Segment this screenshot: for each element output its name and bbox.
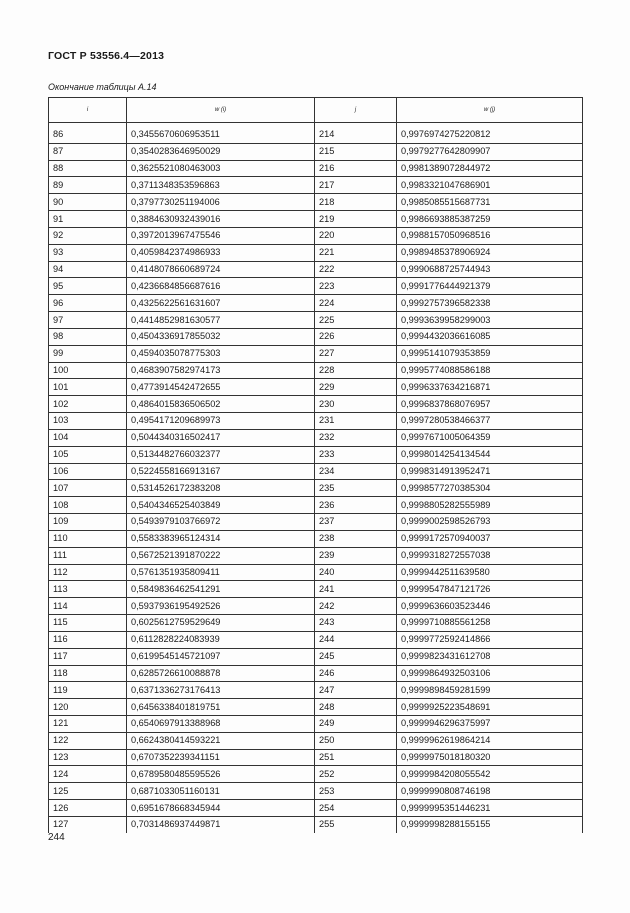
cell-w-i: 0,3884630932439016 [127, 211, 315, 228]
table-row [49, 497, 583, 514]
table-row [49, 177, 583, 194]
cell-i: 87 [49, 143, 127, 160]
table-row [49, 598, 583, 615]
cell-j: 221 [315, 244, 397, 261]
cell-w-j: 0,9998314913952471 [397, 463, 583, 480]
cell-w-j: 0,9999998288155155 [397, 816, 583, 832]
cell-w-j: 0,9979277642809907 [397, 143, 583, 160]
cell-i: 95 [49, 278, 127, 295]
cell-j: 248 [315, 699, 397, 716]
cell-j: 252 [315, 766, 397, 783]
table-row [49, 615, 583, 632]
document-title: ГОСТ Р 53556.4—2013 [48, 50, 165, 62]
cell-w-i: 0,5134482766032377 [127, 446, 315, 463]
table-row [49, 514, 583, 531]
table-row [49, 816, 583, 832]
table-row [49, 783, 583, 800]
cell-j: 246 [315, 665, 397, 682]
cell-w-j: 0,9991776444921379 [397, 278, 583, 295]
cell-w-i: 0,6371336273176413 [127, 682, 315, 699]
cell-j: 215 [315, 143, 397, 160]
table-row [49, 396, 583, 413]
cell-w-i: 0,3711348353596863 [127, 177, 315, 194]
cell-w-i: 0,6112828224083939 [127, 631, 315, 648]
cell-j: 242 [315, 598, 397, 615]
cell-j: 235 [315, 480, 397, 497]
cell-i: 98 [49, 328, 127, 345]
cell-i: 102 [49, 396, 127, 413]
table-caption: Окончание таблицы А.14 [48, 82, 157, 92]
cell-i: 91 [49, 211, 127, 228]
cell-w-j: 0,9976974275220812 [397, 127, 583, 143]
cell-j: 234 [315, 463, 397, 480]
cell-w-j: 0,9999864932503106 [397, 665, 583, 682]
cell-w-i: 0,6789580485595526 [127, 766, 315, 783]
cell-j: 218 [315, 194, 397, 211]
cell-w-i: 0,5314526172383208 [127, 480, 315, 497]
cell-w-j: 0,9998805282555989 [397, 497, 583, 514]
table-row [49, 160, 583, 177]
cell-j: 247 [315, 682, 397, 699]
cell-w-j: 0,9999547847121726 [397, 581, 583, 598]
cell-j: 251 [315, 749, 397, 766]
cell-w-i: 0,6951678668345944 [127, 800, 315, 817]
table-row [49, 446, 583, 463]
cell-w-j: 0,9981389072844972 [397, 160, 583, 177]
cell-w-i: 0,5044340316502417 [127, 429, 315, 446]
cell-i: 121 [49, 715, 127, 732]
cell-j: 223 [315, 278, 397, 295]
cell-w-j: 0,9999710885561258 [397, 615, 583, 632]
cell-w-i: 0,7031486937449871 [127, 816, 315, 832]
table-row [49, 194, 583, 211]
cell-i: 125 [49, 783, 127, 800]
cell-i: 97 [49, 312, 127, 329]
cell-w-i: 0,4148078660689724 [127, 261, 315, 278]
cell-w-j: 0,9989485378906924 [397, 244, 583, 261]
table-row [49, 564, 583, 581]
cell-j: 226 [315, 328, 397, 345]
table-row [49, 211, 583, 228]
cell-i: 109 [49, 514, 127, 531]
cell-w-i: 0,6540697913388968 [127, 715, 315, 732]
cell-w-j: 0,9999172570940037 [397, 530, 583, 547]
table-row [49, 362, 583, 379]
cell-w-i: 0,5583383965124314 [127, 530, 315, 547]
cell-j: 225 [315, 312, 397, 329]
cell-j: 241 [315, 581, 397, 598]
cell-j: 240 [315, 564, 397, 581]
cell-i: 111 [49, 547, 127, 564]
cell-w-j: 0,9986693885387259 [397, 211, 583, 228]
cell-j: 232 [315, 429, 397, 446]
data-table [48, 97, 583, 833]
cell-j: 236 [315, 497, 397, 514]
cell-w-i: 0,6707352239341151 [127, 749, 315, 766]
cell-i: 126 [49, 800, 127, 817]
cell-i: 118 [49, 665, 127, 682]
cell-i: 127 [49, 816, 127, 832]
cell-j: 254 [315, 800, 397, 817]
cell-w-j: 0,9999946296375997 [397, 715, 583, 732]
cell-w-i: 0,4236684856687616 [127, 278, 315, 295]
cell-w-j: 0,9999823431612708 [397, 648, 583, 665]
cell-w-i: 0,3455670606953511 [127, 127, 315, 143]
cell-w-i: 0,4504336917855032 [127, 328, 315, 345]
cell-w-i: 0,3972013967475546 [127, 227, 315, 244]
cell-w-i: 0,4594035078775303 [127, 345, 315, 362]
cell-j: 250 [315, 732, 397, 749]
cell-w-j: 0,9999995351446231 [397, 800, 583, 817]
cell-w-j: 0,9996837868076957 [397, 396, 583, 413]
cell-w-j: 0,9999002598526793 [397, 514, 583, 531]
cell-w-i: 0,5404346525403849 [127, 497, 315, 514]
cell-w-j: 0,9996337634216871 [397, 379, 583, 396]
cell-w-i: 0,6025612759529649 [127, 615, 315, 632]
cell-w-i: 0,4683907582974173 [127, 362, 315, 379]
cell-w-j: 0,9998014254134544 [397, 446, 583, 463]
cell-i: 119 [49, 682, 127, 699]
cell-i: 113 [49, 581, 127, 598]
cell-w-j: 0,9999984208055542 [397, 766, 583, 783]
table-row [49, 227, 583, 244]
cell-w-i: 0,3797730251194006 [127, 194, 315, 211]
cell-i: 123 [49, 749, 127, 766]
cell-w-j: 0,9999442511639580 [397, 564, 583, 581]
column-header-j: j [315, 98, 397, 123]
cell-i: 117 [49, 648, 127, 665]
table-row [49, 345, 583, 362]
cell-i: 104 [49, 429, 127, 446]
table-row [49, 766, 583, 783]
cell-j: 233 [315, 446, 397, 463]
table-row [49, 682, 583, 699]
cell-j: 238 [315, 530, 397, 547]
cell-j: 230 [315, 396, 397, 413]
cell-j: 217 [315, 177, 397, 194]
cell-w-i: 0,3625521080463003 [127, 160, 315, 177]
table-row [49, 530, 583, 547]
cell-w-i: 0,4773914542472655 [127, 379, 315, 396]
cell-j: 219 [315, 211, 397, 228]
table-row [49, 127, 583, 143]
cell-w-j: 0,9985085515687731 [397, 194, 583, 211]
cell-w-j: 0,9983321047686901 [397, 177, 583, 194]
cell-i: 96 [49, 295, 127, 312]
cell-w-i: 0,3540283646950029 [127, 143, 315, 160]
cell-i: 89 [49, 177, 127, 194]
cell-w-i: 0,4954171209689973 [127, 413, 315, 430]
cell-i: 115 [49, 615, 127, 632]
cell-w-i: 0,4059842374986933 [127, 244, 315, 261]
cell-j: 231 [315, 413, 397, 430]
table-row [49, 143, 583, 160]
cell-w-i: 0,5493979103766972 [127, 514, 315, 531]
cell-i: 86 [49, 127, 127, 143]
cell-i: 103 [49, 413, 127, 430]
table-row [49, 665, 583, 682]
cell-i: 120 [49, 699, 127, 716]
cell-i: 110 [49, 530, 127, 547]
cell-w-j: 0,9997280538466377 [397, 413, 583, 430]
cell-w-i: 0,4325622561631607 [127, 295, 315, 312]
cell-w-j: 0,9992757396582338 [397, 295, 583, 312]
cell-j: 249 [315, 715, 397, 732]
table-row [49, 480, 583, 497]
cell-w-i: 0,6624380414593221 [127, 732, 315, 749]
table-row [49, 312, 583, 329]
table-row [49, 547, 583, 564]
cell-i: 90 [49, 194, 127, 211]
cell-i: 105 [49, 446, 127, 463]
page-number: 244 [48, 832, 65, 843]
cell-w-j: 0,9994432036616085 [397, 328, 583, 345]
cell-w-j: 0,9999318272557038 [397, 547, 583, 564]
cell-w-j: 0,9993639958299003 [397, 312, 583, 329]
cell-w-i: 0,6456338401819751 [127, 699, 315, 716]
cell-w-i: 0,5937936195492526 [127, 598, 315, 615]
cell-w-j: 0,9998577270385304 [397, 480, 583, 497]
table-row [49, 631, 583, 648]
cell-w-i: 0,5761351935809411 [127, 564, 315, 581]
table-row [49, 715, 583, 732]
cell-j: 214 [315, 127, 397, 143]
cell-j: 245 [315, 648, 397, 665]
table-row [49, 463, 583, 480]
cell-w-i: 0,6871033051160131 [127, 783, 315, 800]
table-row [49, 800, 583, 817]
cell-w-j: 0,9999898459281599 [397, 682, 583, 699]
cell-j: 229 [315, 379, 397, 396]
cell-w-j: 0,9999990808746198 [397, 783, 583, 800]
table-row [49, 244, 583, 261]
cell-j: 216 [315, 160, 397, 177]
cell-i: 122 [49, 732, 127, 749]
table-row [49, 699, 583, 716]
column-header-w-j: w (j) [397, 98, 583, 123]
cell-w-j: 0,9997671005064359 [397, 429, 583, 446]
cell-j: 227 [315, 345, 397, 362]
cell-i: 93 [49, 244, 127, 261]
cell-i: 99 [49, 345, 127, 362]
cell-i: 108 [49, 497, 127, 514]
cell-w-i: 0,4414852981630577 [127, 312, 315, 329]
column-header-i: i [49, 98, 127, 123]
cell-i: 106 [49, 463, 127, 480]
cell-j: 224 [315, 295, 397, 312]
cell-w-j: 0,9995141079353859 [397, 345, 583, 362]
cell-w-i: 0,5849836462541291 [127, 581, 315, 598]
table-row [49, 379, 583, 396]
table-row [49, 413, 583, 430]
cell-j: 255 [315, 816, 397, 832]
table-row [49, 648, 583, 665]
cell-w-i: 0,5224558166913167 [127, 463, 315, 480]
cell-i: 112 [49, 564, 127, 581]
cell-i: 100 [49, 362, 127, 379]
cell-i: 107 [49, 480, 127, 497]
table-row [49, 429, 583, 446]
cell-i: 88 [49, 160, 127, 177]
cell-w-i: 0,4864015836506502 [127, 396, 315, 413]
cell-w-j: 0,9988157050968516 [397, 227, 583, 244]
cell-w-i: 0,6285726610088878 [127, 665, 315, 682]
cell-j: 237 [315, 514, 397, 531]
cell-i: 101 [49, 379, 127, 396]
cell-j: 239 [315, 547, 397, 564]
cell-j: 228 [315, 362, 397, 379]
cell-w-j: 0,9999772592414866 [397, 631, 583, 648]
cell-w-j: 0,9995774088586188 [397, 362, 583, 379]
table-row [49, 328, 583, 345]
cell-i: 114 [49, 598, 127, 615]
cell-j: 222 [315, 261, 397, 278]
table-row [49, 749, 583, 766]
cell-w-j: 0,9999925223548691 [397, 699, 583, 716]
cell-w-i: 0,6199545145721097 [127, 648, 315, 665]
cell-w-i: 0,5672521391870222 [127, 547, 315, 564]
cell-j: 244 [315, 631, 397, 648]
cell-w-j: 0,9999962619864214 [397, 732, 583, 749]
table-row [49, 732, 583, 749]
table-row [49, 295, 583, 312]
table-row [49, 261, 583, 278]
column-header-w-i: w (i) [127, 98, 315, 123]
table-row [49, 581, 583, 598]
table-header-row [49, 98, 583, 123]
cell-i: 124 [49, 766, 127, 783]
table-row [49, 278, 583, 295]
cell-i: 92 [49, 227, 127, 244]
cell-w-j: 0,9999975018180320 [397, 749, 583, 766]
cell-i: 94 [49, 261, 127, 278]
cell-w-j: 0,9990688725744943 [397, 261, 583, 278]
cell-i: 116 [49, 631, 127, 648]
cell-j: 253 [315, 783, 397, 800]
cell-j: 220 [315, 227, 397, 244]
cell-w-j: 0,9999636603523446 [397, 598, 583, 615]
cell-j: 243 [315, 615, 397, 632]
